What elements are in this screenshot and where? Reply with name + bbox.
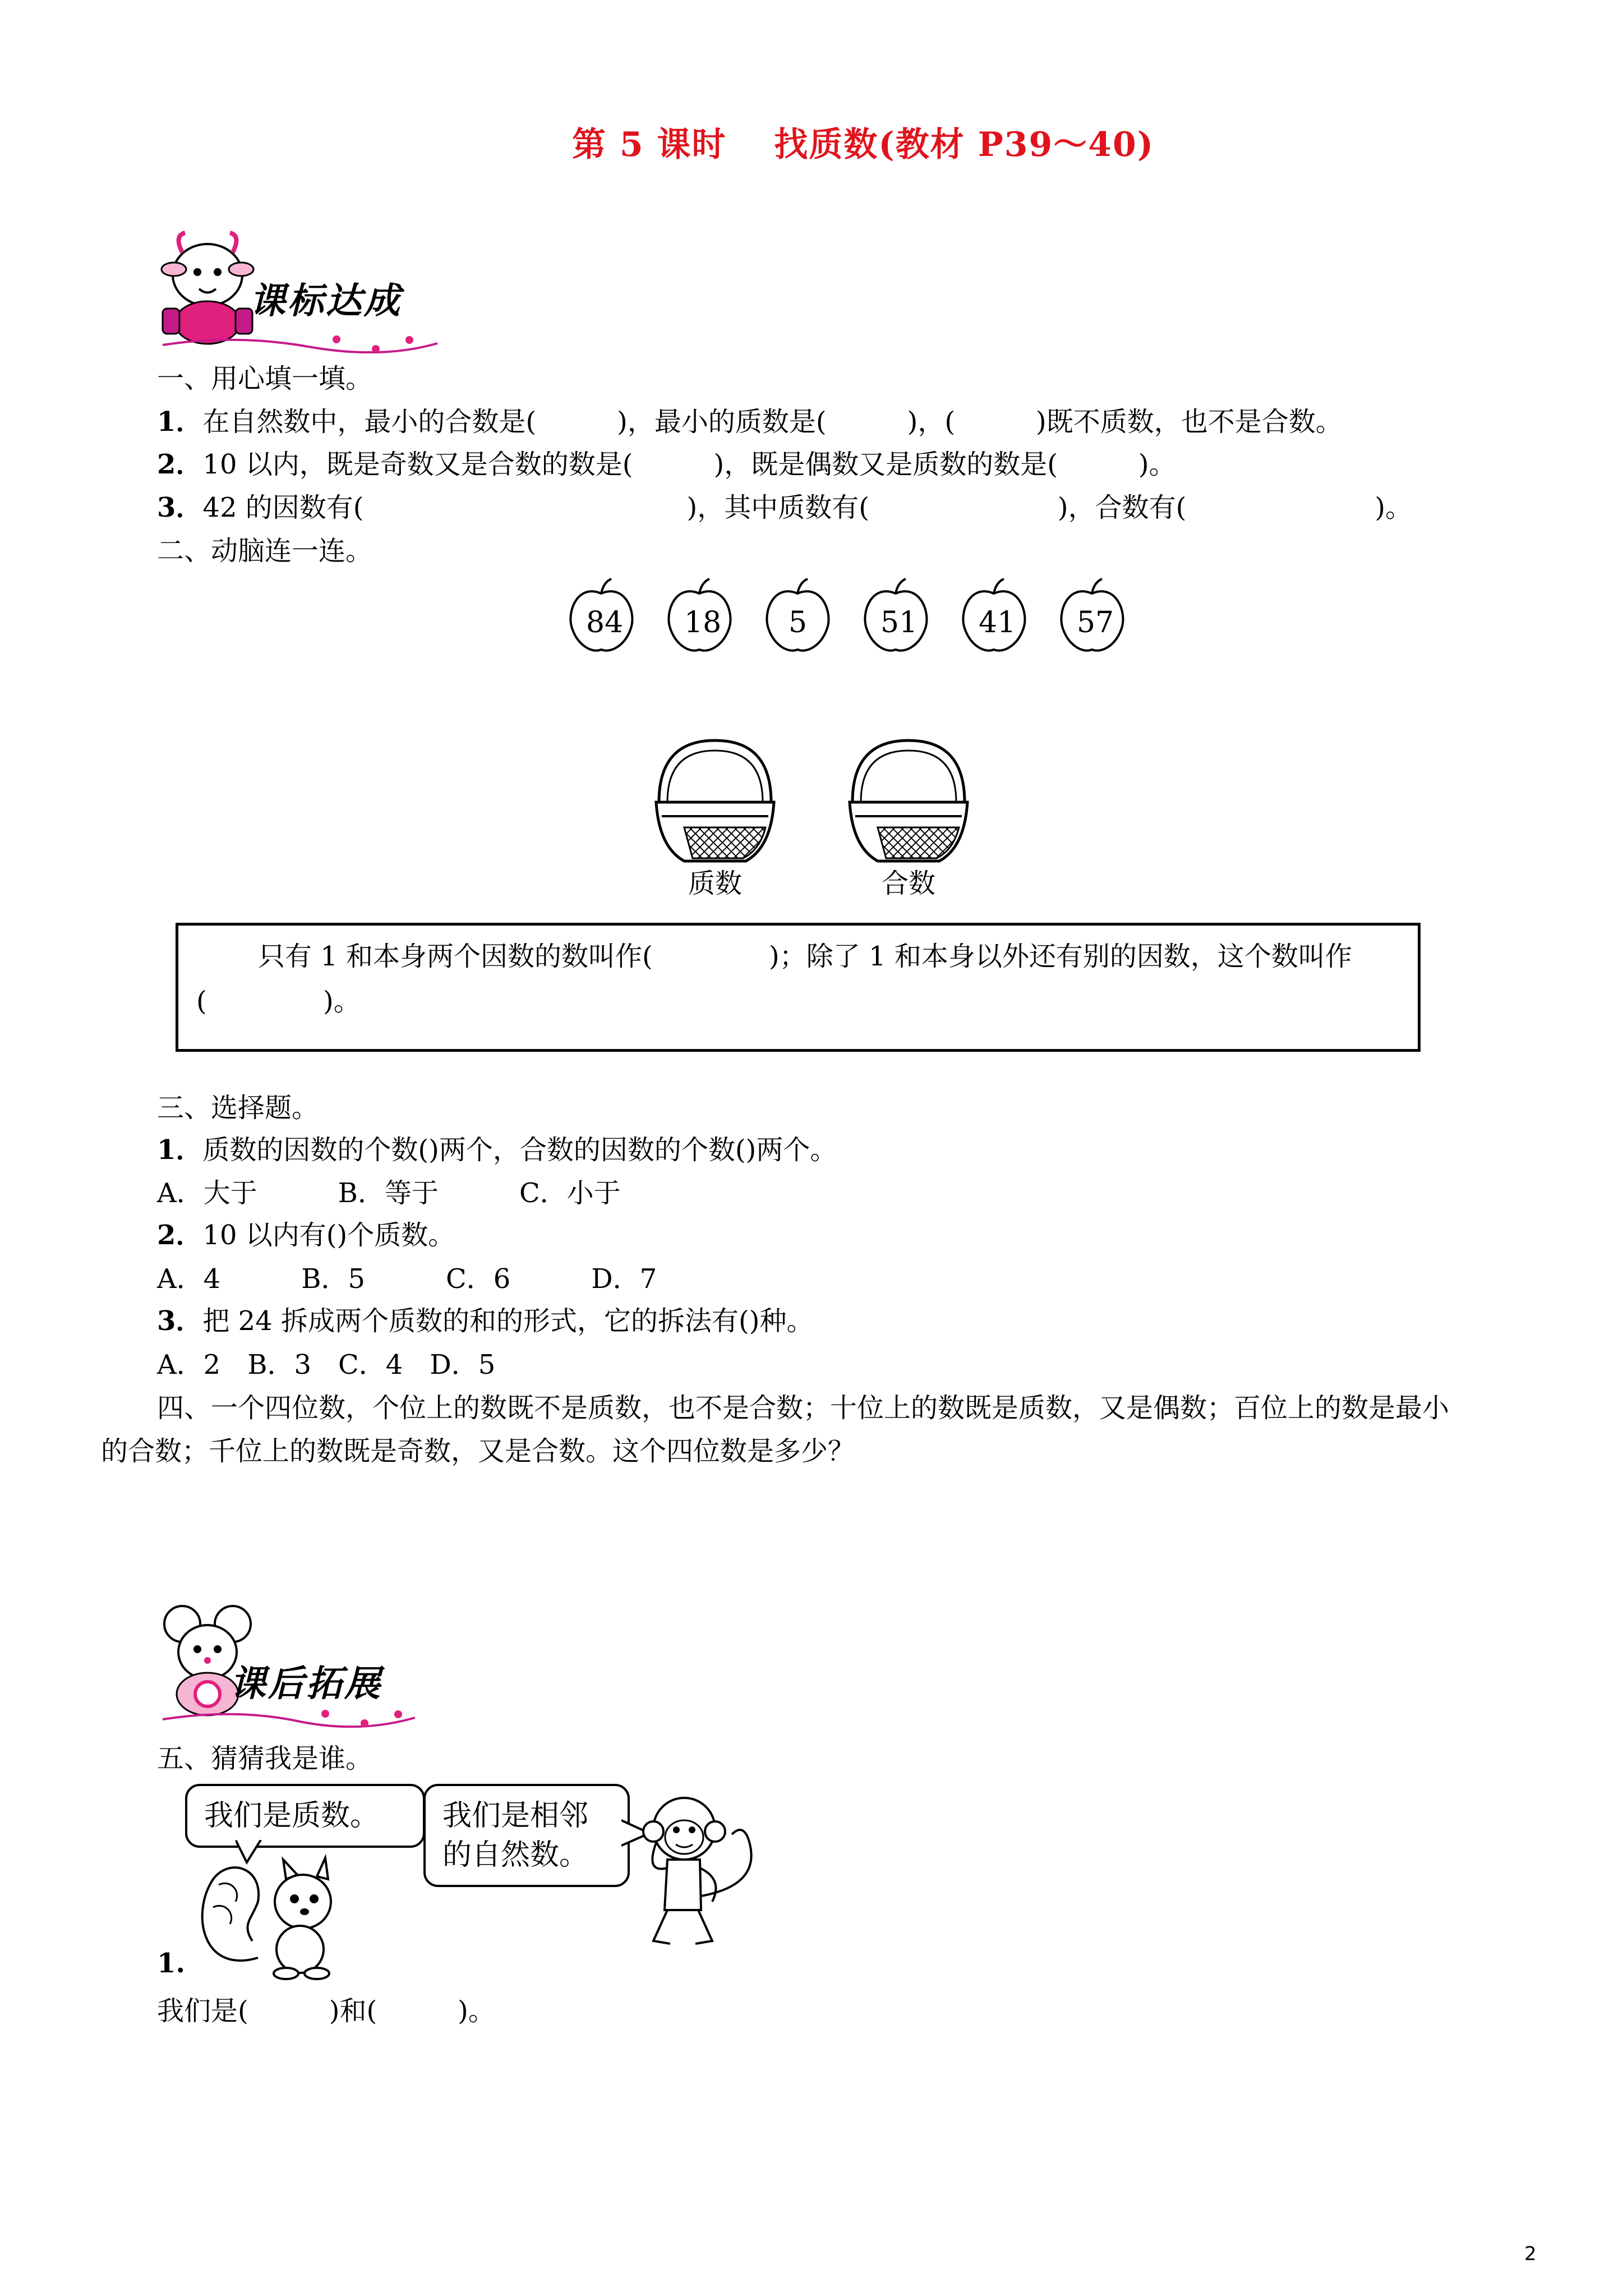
basket-icon (844, 735, 973, 869)
badge-section-extension (151, 1599, 421, 1728)
basket-label: 质数 (688, 868, 742, 899)
speech-bubble-monkey (423, 1784, 630, 1887)
answer-line: 我们是( )和( )。 (157, 1995, 495, 2027)
question-text: 10 以内，既是奇数又是合数的数是( )，既是偶数又是质数的数是( )。 (202, 449, 1176, 480)
question-text: 10 以内有()个质数。 (202, 1220, 455, 1251)
question-5-1-number: 1. (157, 1948, 186, 1979)
question-number: 1． (157, 406, 203, 438)
question-1-3 (157, 491, 1412, 524)
bubble-text-line-1: 我们是相邻 (442, 1799, 589, 1833)
apple-number[interactable]: 84 (586, 606, 624, 639)
section4-line-1: 四、一个四位数，个位上的数既不是质数，也不是合数；十位上的数既是质数，又是偶数；百位上的数是最小 (157, 1392, 1450, 1424)
badge-label: 课标达成 (250, 280, 402, 322)
definition-line-2: ( )。 (196, 986, 361, 1017)
monkey-icon (634, 1789, 768, 1952)
question-3-3 (157, 1304, 813, 1338)
squirrel-icon (191, 1846, 359, 1980)
apple-number[interactable]: 5 (788, 606, 808, 639)
section1-heading: 一、用心填一填。 (157, 363, 373, 394)
section2-heading: 二、动脑连一连。 (157, 535, 373, 567)
bubble-text-line-2: 的自然数。 (442, 1838, 589, 1872)
apple-row (566, 578, 1144, 656)
basket-icon (651, 735, 780, 869)
section5-heading: 五、猜猜我是谁。 (157, 1743, 373, 1774)
options-3-3: A．2 B．3 C．4 D．5 (157, 1349, 496, 1381)
speech-bubble-squirrel (185, 1784, 425, 1848)
question-number: 3． (157, 492, 203, 523)
definition-line-1: 只有 1 和本身两个因数的数叫作( )；除了 1 和本身以外还有别的因数，这个数叫作 (258, 941, 1352, 972)
badge-section-goal (151, 224, 443, 353)
question-number: 2． (157, 1220, 203, 1251)
apple-number[interactable]: 18 (684, 606, 722, 639)
section4-line-2: 的合数；千位上的数既是奇数，又是合数。这个四位数是多少？ (101, 1435, 855, 1467)
question-text: 质数的因数的个数()两个，合数的因数的个数()两个。 (202, 1134, 837, 1166)
question-1-1 (157, 405, 1343, 439)
apple-outlines (566, 578, 1144, 656)
question-3-2 (157, 1218, 455, 1252)
question-3-1 (157, 1133, 837, 1167)
question-text: 把 24 拆成两个质数的和的形式，它的拆法有()种。 (202, 1305, 814, 1337)
options-3-1: A．大于 B．等于 C．小于 (157, 1177, 621, 1209)
badge-label: 课后拓展 (230, 1663, 382, 1705)
basket-label: 合数 (881, 868, 935, 899)
apple-number[interactable]: 41 (979, 606, 1016, 639)
question-number: 2． (157, 449, 203, 480)
page-title: 第 5 课时 找质数(教材 P39～40) (572, 125, 1155, 164)
question-number: 1． (157, 1134, 203, 1166)
question-1-2 (157, 448, 1176, 481)
page-number: 2 (1524, 2243, 1537, 2265)
section3-heading: 三、选择题。 (157, 1092, 319, 1124)
basket-composite[interactable] (844, 735, 973, 903)
basket-prime[interactable] (651, 735, 780, 903)
bubble-text: 我们是质数。 (204, 1799, 380, 1833)
question-number: 3． (157, 1305, 203, 1337)
question-text: 42 的因数有( )，其中质数有( )，合数有( )。 (202, 492, 1413, 523)
question-text: 在自然数中，最小的合数是( )，最小的质数是( )，( )既不质数，也不是合数。 (202, 406, 1343, 438)
apple-number[interactable]: 57 (1077, 606, 1114, 639)
options-3-2: A．4 B．5 C．6 D．7 (157, 1263, 657, 1295)
apple-number[interactable]: 51 (880, 606, 918, 639)
